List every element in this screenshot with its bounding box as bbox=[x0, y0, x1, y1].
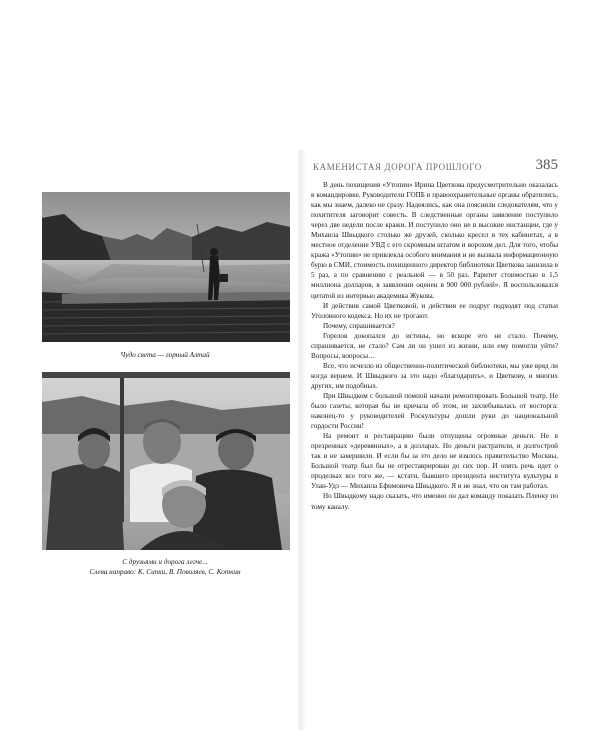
friends-boat-photo bbox=[42, 372, 290, 550]
paragraph: И действия самой Цветковой, и действия ее подруг подходят под статьи Уголовного кодекса. Но их не трогают. bbox=[311, 301, 558, 320]
caption-line: С друзьями и дорога легче... bbox=[122, 558, 208, 566]
photo-caption: Чудо света — горный Алтай bbox=[120, 351, 210, 359]
paragraph: Но Швыдкому надо сказать, что именно он дал команду показать Пленку по тому каналу. bbox=[311, 492, 558, 511]
paragraph: Горелов докопался до истины, но вскоре его не стало. Почему, спрашивается, не стало? Сам ли он ушел из жизни, или ему помогли уйти? Вопросы, вопросы… bbox=[311, 331, 558, 360]
page-number: 385 bbox=[535, 157, 558, 173]
page-gutter bbox=[296, 150, 306, 730]
paragraph: На ремонт и реставрацию были отпущены огромные деньги. Не в презренных «деревянных», а в долларах. Но деньги растратили, и долгострой так и не завершили. И если бы за это дело не взялось правительство Москвы, Большой театр был бы не отреставрирован до сих пор. И опять речь идет о проделках все того же, — кстати, бывшего президента института культуры в Улан-Удэ — Михаила Ефимовича Швыдкого. Я и не знал, что он там работал. bbox=[311, 432, 558, 491]
running-title: КАМЕНИСТАЯ ДОРОГА ПРОШЛОГО bbox=[313, 162, 482, 172]
mountain-lake-image bbox=[42, 192, 290, 342]
caption-names: Слева направо: К. Сипки, В. Поволяев, С. Коткин bbox=[89, 568, 241, 576]
running-header bbox=[313, 158, 558, 174]
paragraph: Почему, спрашивается? bbox=[323, 321, 395, 330]
photo-caption-group bbox=[40, 557, 290, 577]
paragraph: При Швыдком с большой помпой начали ремонтировать Большой театр. Не было газеты, которая бы не кричала об этом, не захлебывалась от восторга: наконец-то у руководителей Роскультуры дошли руки до национальной гордости России! bbox=[311, 391, 558, 431]
mountain-lake-photo bbox=[42, 192, 290, 342]
body-text bbox=[311, 180, 558, 512]
paragraph: В день похищения «Утопии» Ирина Цветкова предусмотрительно оказалась в командировке. Руководители ГОПБ в правоохранительные органы обратились, как мы знаем, далеко не сразу. Надеялись, как она пояснили следователям, что у похитителя заговорит совесть. В следственные органы заявление поступило через две недели после кражи. И поступило оно не в высокие инстанции, где у Михаила Швыдкого столько же друзей, сколько кресел в тех кабинетах, а в местное отделение УВД с его скромным штатом и ворохом дел. Для того, чтобы кража «Утопии» не привлекла особого внимания и не вызвала информационную бурю в СМИ, стоимость похищенного директор библиотеки Цветкова занизила в 5 раз, а по сравнению с реальной — в 50 раз. Раритет стоимостью в 1,5 миллиона долларов, в заявлении оценен в 900 000 рублей». Я воспользовался цитатой из интервью академика Жукова. bbox=[311, 181, 558, 300]
paragraph: Все, что исчезло из общественно-политической библиотеки, мы уже вряд ли когда вернем. И Швыдкого за это надо «благодарить», и Цветкову, и многих других, им подобных. bbox=[311, 361, 558, 390]
friends-boat-image bbox=[42, 372, 290, 550]
